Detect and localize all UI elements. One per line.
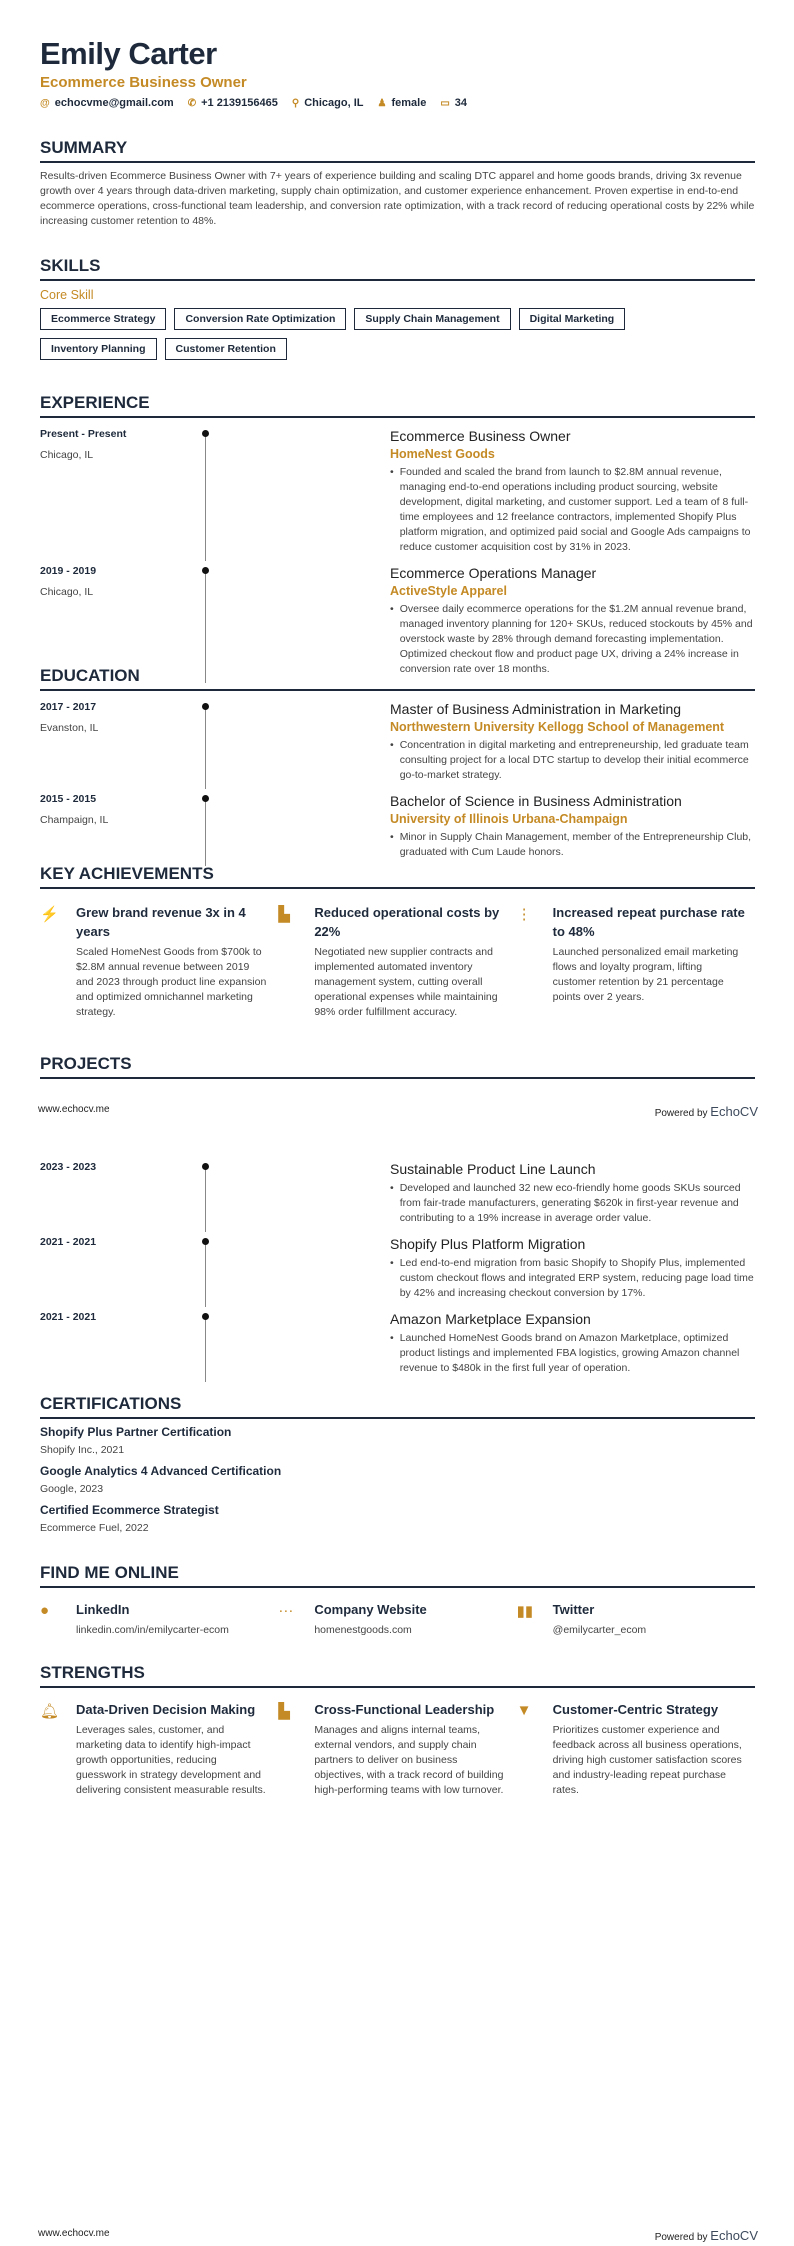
- timeline-dot: [202, 795, 209, 802]
- entry-location: Evanston, IL: [40, 722, 99, 734]
- experience-entry: [40, 428, 755, 555]
- entry-title: Sustainable Product Line Launch: [390, 1161, 596, 1177]
- experience-section: [40, 393, 755, 677]
- footer-site-link[interactable]: www.echocv.me: [38, 1104, 110, 1115]
- online-link-twitter[interactable]: ▮▮ Twitter @emilycarter_ecom: [516, 1602, 647, 1636]
- footer-powered: Powered by EchoCV: [654, 2228, 758, 2243]
- dots-vertical-icon: ⋮: [516, 906, 532, 923]
- contact-phone[interactable]: ✆ +1 2139156465: [187, 97, 278, 109]
- section-heading: CERTIFICATIONS: [40, 1394, 755, 1419]
- project-entry: [40, 1311, 755, 1376]
- achievement-item: [40, 903, 278, 1020]
- achievement-title: Increased repeat purchase rate to 48%: [552, 905, 745, 939]
- entry-title: Shopify Plus Platform Migration: [390, 1236, 586, 1252]
- timeline-dot: [202, 1238, 209, 1245]
- timeline-dot: [202, 430, 209, 437]
- skill-tag: Conversion Rate Optimization: [174, 308, 346, 330]
- section-heading: SKILLS: [40, 256, 755, 281]
- strength-item: [40, 1700, 278, 1798]
- timeline-line: [205, 799, 206, 866]
- echocv-logo: EchoCV: [710, 2228, 758, 2243]
- timeline-dot: [202, 567, 209, 574]
- bolt-icon: ⚡: [40, 906, 59, 923]
- footer-site-link[interactable]: www.echocv.me: [38, 2228, 110, 2239]
- skill-tag: Inventory Planning: [40, 338, 157, 360]
- achievement-text: Launched personalized email marketing flows and loyalty program, lifting customer retention by 21 percentage points over 2 years.: [552, 946, 739, 1003]
- skill-tag: Customer Retention: [165, 338, 287, 360]
- contact-location: ⚲ Chicago, IL: [291, 97, 364, 109]
- contact-email[interactable]: @ echocvme@gmail.com: [40, 97, 174, 109]
- achievement-text: Scaled HomeNest Goods from $700k to $2.8M annual revenue between 2019 and 2023 through product line expansion and optimized omnichannel marketing strategy.: [76, 946, 267, 1018]
- location-icon: ⚲: [291, 98, 300, 109]
- timeline-dot: [202, 1313, 209, 1320]
- online-link-linkedin[interactable]: ● LinkedIn linkedin.com/in/emilycarter-ecom: [40, 1602, 229, 1636]
- chat-bubble-icon: ●: [40, 1602, 50, 1619]
- entry-dates: 2019 - 2019: [40, 565, 97, 577]
- achievement-title: Grew brand revenue 3x in 4 years: [76, 905, 246, 939]
- skill-tags: [40, 308, 740, 360]
- book-icon: ▮▮: [516, 1603, 534, 1620]
- entry-bullet: • Minor in Supply Chain Management, member of the Entrepreneurship Club, graduated with Cum Laude honors.: [390, 830, 755, 860]
- at-icon: @: [40, 98, 50, 109]
- timeline-dot: [202, 703, 209, 710]
- document-icon: ▙: [278, 906, 290, 923]
- entry-bullet: • Oversee daily ecommerce operations for the $1.2M annual revenue brand, managed inventory planning for 120+ SKUs, reduced stockouts by 45% and overstock waste by 28% through demand forecasting implementation. Optimized checkout flow and product page UX, driving a 24% increase in conversion rate over 18 months.: [390, 602, 755, 677]
- achievement-item: [517, 903, 755, 1020]
- cert-name: Certified Ecommerce Strategist: [40, 1503, 219, 1517]
- section-heading: EXPERIENCE: [40, 393, 755, 418]
- entry-location: Chicago, IL: [40, 449, 94, 461]
- person-icon: ♟: [377, 98, 387, 109]
- bell-icon: 🔔︎: [40, 1703, 60, 1720]
- section-heading: PROJECTS: [40, 1054, 755, 1079]
- skill-tag: Ecommerce Strategy: [40, 308, 166, 330]
- skill-tag: Digital Marketing: [519, 308, 626, 330]
- entry-location: Chicago, IL: [40, 586, 94, 598]
- entry-bullet: • Launched HomeNest Goods brand on Amazon Marketplace, optimized product listings and implemented FBA logistics, growing Amazon channel revenue to $480k in the first full year of operation.: [390, 1331, 755, 1376]
- education-section: [40, 666, 755, 860]
- file-icon: ▙: [278, 1703, 290, 1720]
- entry-title: Bachelor of Science in Business Administration: [390, 793, 682, 809]
- entry-dates: 2021 - 2021: [40, 1311, 97, 1323]
- skill-tag: Supply Chain Management: [354, 308, 510, 330]
- section-heading: FIND ME ONLINE: [40, 1563, 755, 1588]
- entry-bullet: • Led end-to-end migration from basic Shopify to Shopify Plus, implemented custom checkout flows and integrated ERP system, reducing page load time by 42% and increasing checkout conversion by 17%.: [390, 1256, 755, 1301]
- page-footer: [38, 2228, 758, 2243]
- experience-entry: [40, 565, 755, 677]
- entry-bullet: • Founded and scaled the brand from launch to $2.8M annual revenue, managing end-to-end operations including product sourcing, website development, digital marketing, and customer support. Led a team of 8 full-time employees and 12 freelance contractors, implemented Shopify Plus platform migration, and optimized paid social and Google Ads campaigns to reduce customer acquisition cost by 31% in 2023.: [390, 465, 755, 555]
- project-entry: [40, 1236, 755, 1301]
- certifications-section: [40, 1394, 755, 1536]
- cert-detail: Google, 2023: [40, 1483, 104, 1495]
- entry-org: HomeNest Goods: [390, 447, 495, 461]
- strength-title: Cross-Functional Leadership: [314, 1702, 495, 1717]
- entry-org: University of Illinois Urbana-Champaign: [390, 812, 628, 826]
- entry-dates: 2023 - 2023: [40, 1161, 97, 1173]
- strength-title: Customer-Centric Strategy: [552, 1702, 719, 1717]
- section-heading: KEY ACHIEVEMENTS: [40, 864, 755, 889]
- achievement-item: [278, 903, 516, 1020]
- entry-title: Amazon Marketplace Expansion: [390, 1311, 591, 1327]
- education-entry: [40, 793, 755, 860]
- candidate-name: Emily Carter: [40, 36, 217, 71]
- strength-text: Leverages sales, customer, and marketing data to identify high-impact growth opportunities, reducing guesswork in strategy development and delivering consistent measurable results.: [76, 1724, 266, 1796]
- entry-title: Ecommerce Operations Manager: [390, 565, 597, 581]
- echocv-logo: EchoCV: [710, 1104, 758, 1119]
- timeline-line: [205, 1317, 206, 1382]
- achievement-text: Negotiated new supplier contracts and implemented automated inventory management system, cutting overall operational expenses while maintaining 98% order fulfillment accuracy.: [314, 946, 498, 1018]
- contact-row: [40, 97, 755, 109]
- strength-title: Data-Driven Decision Making: [76, 1702, 256, 1717]
- achievement-title: Reduced operational costs by 22%: [314, 905, 500, 939]
- entry-org: Northwestern University Kellogg School of Management: [390, 720, 725, 734]
- project-entry: [40, 1161, 755, 1226]
- skill-group-label: Core Skill: [40, 288, 94, 302]
- strengths-section: [40, 1663, 755, 1798]
- summary-section: [40, 138, 755, 229]
- candidate-title: Ecommerce Business Owner: [40, 74, 247, 91]
- page-footer: [38, 1104, 758, 1119]
- strength-item: [517, 1700, 755, 1798]
- ellipsis-icon: ···: [278, 1602, 294, 1619]
- section-heading: SUMMARY: [40, 138, 755, 163]
- entry-dates: 2015 - 2015: [40, 793, 97, 805]
- cert-detail: Shopify Inc., 2021: [40, 1444, 125, 1456]
- online-link-website[interactable]: ··· Company Website homenestgoods.com: [278, 1602, 427, 1636]
- entry-bullet: • Developed and launched 32 new eco-friendly home goods SKUs sourced from fair-trade manufacturers, generating $620k in first-year revenue and contributing to a 19% increase in average order value.: [390, 1181, 755, 1226]
- projects-section: [40, 1161, 755, 1376]
- cert-name: Google Analytics 4 Advanced Certification: [40, 1464, 282, 1478]
- timeline-line: [205, 707, 206, 789]
- online-section: [40, 1563, 755, 1638]
- phone-icon: ✆: [187, 98, 197, 109]
- timeline-line: [205, 1167, 206, 1232]
- cert-detail: Ecommerce Fuel, 2022: [40, 1522, 149, 1534]
- entry-title: Ecommerce Business Owner: [390, 428, 571, 444]
- projects-heading-block: [40, 1054, 755, 1079]
- entry-dates: 2017 - 2017: [40, 701, 97, 713]
- header: [40, 36, 755, 109]
- strength-item: [278, 1700, 516, 1798]
- message-icon: ▼: [516, 1702, 532, 1719]
- footer-powered: Powered by EchoCV: [654, 1104, 758, 1119]
- summary-text: Results-driven Ecommerce Business Owner with 7+ years of experience building and scaling DTC apparel and home goods brands, driving 3x revenue growth over 4 years through data-driven marketing, supply chain optimization, and customer experience enhancement. Proven expertise in end-to-end ecommerce operations, cross-functional team leadership, and conversion rate optimization, with a track record of reducing operational costs by 22% while increasing customer retention to 48%.: [40, 170, 755, 227]
- contact-gender: ♟ female: [377, 97, 427, 109]
- timeline-line: [205, 1242, 206, 1307]
- strength-text: Manages and aligns internal teams, external vendors, and supply chain partners to deliver on business objectives, with a track record of building high-performing teams with low turnover.: [314, 1724, 504, 1796]
- calendar-icon: ▭: [440, 98, 450, 109]
- timeline-dot: [202, 1163, 209, 1170]
- timeline-line: [205, 434, 206, 561]
- education-entry: [40, 701, 755, 783]
- section-heading: STRENGTHS: [40, 1663, 755, 1688]
- section-heading: EDUCATION: [40, 666, 755, 691]
- entry-dates: Present - Present: [40, 428, 127, 440]
- entry-org: ActiveStyle Apparel: [390, 584, 507, 598]
- cert-name: Shopify Plus Partner Certification: [40, 1425, 232, 1439]
- entry-location: Champaign, IL: [40, 814, 109, 826]
- entry-bullet: • Concentration in digital marketing and entrepreneurship, led graduate team consulting project for a local DTC startup to develop their initial ecommerce go-to-market strategy.: [390, 738, 755, 783]
- contact-age: ▭ 34: [440, 97, 468, 109]
- entry-title: Master of Business Administration in Marketing: [390, 701, 682, 717]
- achievements-section: [40, 864, 755, 1020]
- strength-text: Prioritizes customer experience and feedback across all business operations, driving high customer satisfaction scores and industry-leading repeat purchase rates.: [552, 1724, 742, 1796]
- skills-section: [40, 256, 755, 360]
- entry-dates: 2021 - 2021: [40, 1236, 97, 1248]
